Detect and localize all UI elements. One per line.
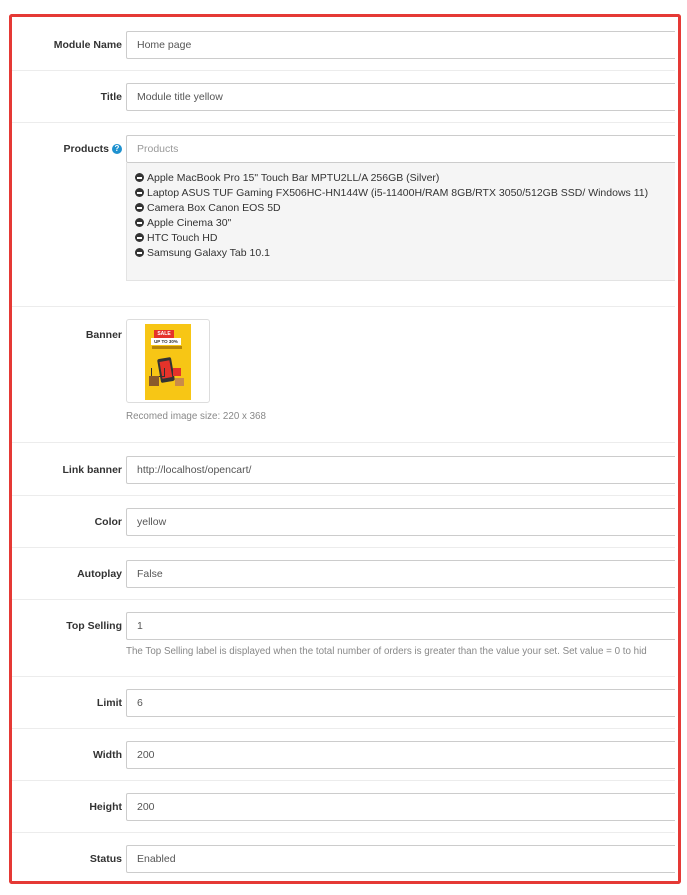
sale-subtag: UP TO 30%	[151, 338, 181, 345]
products-row	[12, 123, 675, 307]
minus-circle-icon[interactable]	[135, 188, 144, 197]
width-input[interactable]: 200	[126, 741, 675, 769]
status-row	[12, 833, 675, 884]
selected-products-list	[126, 163, 675, 281]
minus-circle-icon[interactable]	[135, 248, 144, 257]
height-input[interactable]: 200	[126, 793, 675, 821]
product-item: HTC Touch HD	[135, 231, 675, 246]
color-select[interactable]: yellow	[126, 508, 675, 536]
box-graphic	[149, 376, 159, 386]
sale-subline	[152, 346, 182, 349]
box-graphic	[175, 378, 184, 386]
product-item: Samsung Galaxy Tab 10.1	[135, 246, 675, 261]
link-banner-label: Link banner	[62, 464, 122, 476]
module-settings-form	[9, 14, 675, 884]
link-banner-row	[12, 443, 675, 496]
products-label	[22, 143, 122, 155]
height-label: Height	[89, 801, 122, 813]
height-row	[12, 781, 675, 833]
status-select[interactable]: Enabled	[126, 845, 675, 873]
width-label: Width	[92, 749, 122, 761]
minus-circle-icon[interactable]	[135, 203, 144, 212]
minus-circle-icon[interactable]	[135, 233, 144, 242]
product-item: Apple MacBook Pro 15" Touch Bar MPTU2LL/A 256GB (Silver)	[135, 171, 675, 186]
module-name-input[interactable]: Home page	[126, 31, 675, 59]
banner-image	[145, 324, 191, 400]
banner-row	[12, 307, 675, 443]
color-row	[12, 496, 675, 548]
title-input[interactable]: Module title yellow	[126, 83, 675, 111]
link-banner-input[interactable]: http://localhost/opencart/	[126, 456, 675, 484]
title-row	[12, 71, 675, 123]
question-circle-icon[interactable]: ?	[112, 144, 122, 154]
limit-label: Limit	[96, 697, 122, 709]
top-selling-hint: The Top Selling label is displayed when the total number of orders is greater than the value your set. Set value = 0 to hid	[126, 646, 647, 657]
box-graphic	[173, 368, 181, 376]
minus-circle-icon[interactable]	[135, 218, 144, 227]
status-label: Status	[89, 853, 122, 865]
module-name-label: Module Name	[53, 39, 122, 51]
limit-row	[12, 677, 675, 729]
top-selling-row	[12, 600, 675, 677]
banner-label: Banner	[85, 329, 122, 341]
sale-tag: SALE	[154, 330, 174, 338]
products-autocomplete-input[interactable]: Products	[126, 135, 675, 163]
width-row	[12, 729, 675, 781]
title-label: Title	[100, 91, 122, 103]
top-selling-input[interactable]: 1	[126, 612, 675, 640]
autoplay-row	[12, 548, 675, 600]
autoplay-select[interactable]: False	[126, 560, 675, 588]
module-name-row	[12, 17, 675, 71]
autoplay-label: Autoplay	[77, 568, 122, 580]
limit-input[interactable]: 6	[126, 689, 675, 717]
top-selling-label: Top Selling	[66, 620, 122, 632]
frame-right-edge	[675, 14, 681, 884]
product-item: Laptop ASUS TUF Gaming FX506HC-HN144W (i5-11400H/RAM 8GB/RTX 3050/512GB SSD/ Windows 11)	[135, 186, 675, 201]
banner-image-thumbnail[interactable]	[126, 319, 210, 403]
banner-size-hint: Recomed image size: 220 x 368	[126, 411, 266, 422]
minus-circle-icon[interactable]	[135, 173, 144, 182]
product-item: Apple Cinema 30"	[135, 216, 675, 231]
product-item: Camera Box Canon EOS 5D	[135, 201, 675, 216]
products-label-text: Products	[63, 143, 109, 155]
color-label: Color	[94, 516, 122, 528]
